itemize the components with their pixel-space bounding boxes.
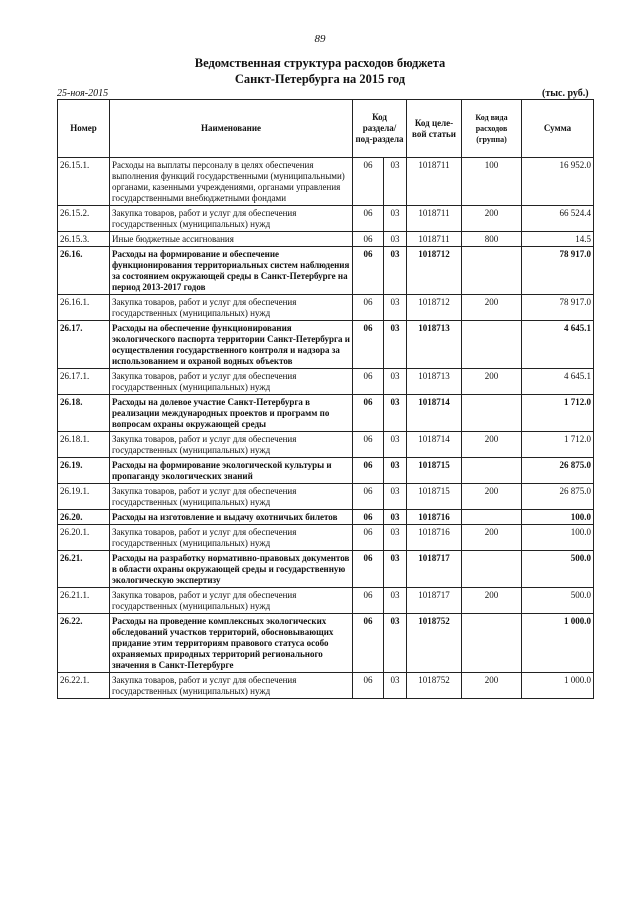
row-subsection: 03 xyxy=(384,206,407,232)
title-line-2: Санкт-Петербурга на 2015 год xyxy=(234,72,406,86)
row-expense-group: 800 xyxy=(462,232,522,247)
table-row xyxy=(58,510,594,525)
row-name: Расходы на формирование и обеспечение функционирования территориальных систем наблюдения за состоянием окружающей среды в Санкт-Петербурге на период 2013-2017 годов xyxy=(110,247,353,295)
row-target-code: 1018715 xyxy=(407,458,462,484)
table-row xyxy=(58,525,594,551)
table-row xyxy=(58,614,594,673)
row-subsection: 03 xyxy=(384,525,407,551)
row-name: Расходы на выплаты персоналу в целях обеспечения выполнения функций государственными (муниципальными) органами, казенными учреждениями, органами управления государственными внебюджетными фондами xyxy=(110,158,353,206)
units-label: (тыс. руб.) xyxy=(542,88,589,99)
row-sum: 4 645.1 xyxy=(522,321,594,369)
row-subsection: 03 xyxy=(384,232,407,247)
header-expense-group: Код вида расходов (группа) xyxy=(462,100,522,158)
row-target-code: 1018717 xyxy=(407,551,462,588)
row-target-code: 1018752 xyxy=(407,614,462,673)
row-sum: 1 000.0 xyxy=(522,614,594,673)
row-target-code: 1018714 xyxy=(407,395,462,432)
row-sum: 4 645.1 xyxy=(522,369,594,395)
row-number: 26.19.1. xyxy=(58,484,110,510)
row-name: Расходы на проведение комплексных экологических обследований участков территорий, обосновывающих придание этим территориям правового статуса особо охраняемых природных территорий регионального значения в Санкт-Петербурге xyxy=(110,614,353,673)
table-row xyxy=(58,673,594,699)
row-name: Расходы на долевое участие Санкт-Петербурга в реализации международных проектов и программ по вопросам охраны окружающей среды xyxy=(110,395,353,432)
row-subsection: 03 xyxy=(384,458,407,484)
row-subsection: 03 xyxy=(384,551,407,588)
row-section: 06 xyxy=(353,614,384,673)
row-number: 26.22.1. xyxy=(58,673,110,699)
row-expense-group xyxy=(462,614,522,673)
header-number: Номер xyxy=(58,100,110,158)
row-expense-group xyxy=(462,551,522,588)
row-target-code: 1018717 xyxy=(407,588,462,614)
row-section: 06 xyxy=(353,525,384,551)
row-subsection: 03 xyxy=(384,673,407,699)
row-name: Закупка товаров, работ и услуг для обеспечения государственных (муниципальных) нужд xyxy=(110,525,353,551)
row-number: 26.20. xyxy=(58,510,110,525)
row-section: 06 xyxy=(353,510,384,525)
page-number: 89 xyxy=(314,33,326,45)
row-name: Расходы на обеспечение функционирования экологического паспорта территории Санкт-Петербурга и осуществления государственного контроля и надзора за использованием и охраной водных объектов xyxy=(110,321,353,369)
budget-table xyxy=(57,99,594,699)
row-section: 06 xyxy=(353,247,384,295)
table-header-row xyxy=(58,100,594,158)
row-sum: 500.0 xyxy=(522,588,594,614)
row-section: 06 xyxy=(353,369,384,395)
row-sum: 500.0 xyxy=(522,551,594,588)
row-expense-group: 100 xyxy=(462,158,522,206)
row-name: Закупка товаров, работ и услуг для обеспечения государственных (муниципальных) нужд xyxy=(110,484,353,510)
row-subsection: 03 xyxy=(384,510,407,525)
row-number: 26.19. xyxy=(58,458,110,484)
row-expense-group: 200 xyxy=(462,432,522,458)
row-number: 26.15.1. xyxy=(58,158,110,206)
row-target-code: 1018752 xyxy=(407,673,462,699)
row-expense-group: 200 xyxy=(462,484,522,510)
table-row xyxy=(58,551,594,588)
row-section: 06 xyxy=(353,432,384,458)
row-section: 06 xyxy=(353,458,384,484)
row-sum: 66 524.4 xyxy=(522,206,594,232)
row-expense-group: 200 xyxy=(462,525,522,551)
row-expense-group xyxy=(462,510,522,525)
row-name: Расходы на изготовление и выдачу охотничьих билетов xyxy=(110,510,353,525)
row-subsection: 03 xyxy=(384,158,407,206)
table-row xyxy=(58,158,594,206)
row-sum: 78 917.0 xyxy=(522,295,594,321)
row-target-code: 1018713 xyxy=(407,369,462,395)
table-row xyxy=(58,484,594,510)
table-row xyxy=(58,232,594,247)
table-row xyxy=(58,321,594,369)
row-subsection: 03 xyxy=(384,588,407,614)
row-target-code: 1018716 xyxy=(407,525,462,551)
row-sum: 100.0 xyxy=(522,525,594,551)
row-sum: 16 952.0 xyxy=(522,158,594,206)
row-sum: 26 875.0 xyxy=(522,458,594,484)
row-expense-group xyxy=(462,395,522,432)
document-title xyxy=(0,55,640,87)
row-sum: 1 000.0 xyxy=(522,673,594,699)
row-subsection: 03 xyxy=(384,432,407,458)
row-number: 26.16. xyxy=(58,247,110,295)
row-name: Закупка товаров, работ и услуг для обеспечения государственных (муниципальных) нужд xyxy=(110,432,353,458)
table-row xyxy=(58,432,594,458)
row-number: 26.21. xyxy=(58,551,110,588)
header-section-code: Код раздела/ под-раздела xyxy=(353,100,407,158)
row-expense-group xyxy=(462,247,522,295)
row-number: 26.18.1. xyxy=(58,432,110,458)
row-expense-group: 200 xyxy=(462,369,522,395)
row-sum: 1 712.0 xyxy=(522,432,594,458)
row-section: 06 xyxy=(353,158,384,206)
row-expense-group: 200 xyxy=(462,206,522,232)
row-number: 26.17. xyxy=(58,321,110,369)
row-section: 06 xyxy=(353,484,384,510)
row-subsection: 03 xyxy=(384,247,407,295)
row-number: 26.21.1. xyxy=(58,588,110,614)
row-target-code: 1018711 xyxy=(407,232,462,247)
row-number: 26.22. xyxy=(58,614,110,673)
row-sum: 26 875.0 xyxy=(522,484,594,510)
row-number: 26.18. xyxy=(58,395,110,432)
row-sum: 1 712.0 xyxy=(522,395,594,432)
table-row xyxy=(58,247,594,295)
table-row xyxy=(58,295,594,321)
row-sum: 14.5 xyxy=(522,232,594,247)
row-name: Закупка товаров, работ и услуг для обеспечения государственных (муниципальных) нужд xyxy=(110,369,353,395)
row-name: Расходы на формирование экологической культуры и пропаганду экологических знаний xyxy=(110,458,353,484)
row-subsection: 03 xyxy=(384,321,407,369)
header-sum: Сумма xyxy=(522,100,594,158)
row-target-code: 1018715 xyxy=(407,484,462,510)
row-sum: 78 917.0 xyxy=(522,247,594,295)
row-number: 26.15.3. xyxy=(58,232,110,247)
row-name: Расходы на разработку нормативно-правовых документов в области охраны окружающей среды и государственную экологическую экспертизу xyxy=(110,551,353,588)
document-date: 25-ноя-2015 xyxy=(57,88,109,99)
row-section: 06 xyxy=(353,673,384,699)
row-target-code: 1018712 xyxy=(407,295,462,321)
row-name: Закупка товаров, работ и услуг для обеспечения государственных (муниципальных) нужд xyxy=(110,206,353,232)
row-subsection: 03 xyxy=(384,484,407,510)
row-section: 06 xyxy=(353,395,384,432)
row-target-code: 1018713 xyxy=(407,321,462,369)
table-row xyxy=(58,206,594,232)
header-name: Наименование xyxy=(110,100,353,158)
row-sum: 100.0 xyxy=(522,510,594,525)
row-subsection: 03 xyxy=(384,614,407,673)
table-row xyxy=(58,458,594,484)
row-expense-group: 200 xyxy=(462,673,522,699)
row-target-code: 1018714 xyxy=(407,432,462,458)
row-target-code: 1018712 xyxy=(407,247,462,295)
row-name: Иные бюджетные ассигнования xyxy=(110,232,353,247)
row-section: 06 xyxy=(353,232,384,247)
row-expense-group xyxy=(462,458,522,484)
title-line-1: Ведомственная структура расходов бюджета xyxy=(194,56,446,70)
row-target-code: 1018711 xyxy=(407,158,462,206)
row-expense-group xyxy=(462,321,522,369)
row-name: Закупка товаров, работ и услуг для обеспечения государственных (муниципальных) нужд xyxy=(110,588,353,614)
row-target-code: 1018711 xyxy=(407,206,462,232)
row-expense-group: 200 xyxy=(462,588,522,614)
row-section: 06 xyxy=(353,295,384,321)
table-row xyxy=(58,588,594,614)
row-subsection: 03 xyxy=(384,395,407,432)
row-section: 06 xyxy=(353,206,384,232)
row-number: 26.15.2. xyxy=(58,206,110,232)
row-number: 26.20.1. xyxy=(58,525,110,551)
table-row xyxy=(58,369,594,395)
row-section: 06 xyxy=(353,551,384,588)
row-number: 26.17.1. xyxy=(58,369,110,395)
row-target-code: 1018716 xyxy=(407,510,462,525)
row-name: Закупка товаров, работ и услуг для обеспечения государственных (муниципальных) нужд xyxy=(110,295,353,321)
table-row xyxy=(58,395,594,432)
row-subsection: 03 xyxy=(384,369,407,395)
row-number: 26.16.1. xyxy=(58,295,110,321)
row-section: 06 xyxy=(353,321,384,369)
row-expense-group: 200 xyxy=(462,295,522,321)
row-subsection: 03 xyxy=(384,295,407,321)
row-section: 06 xyxy=(353,588,384,614)
row-name: Закупка товаров, работ и услуг для обеспечения государственных (муниципальных) нужд xyxy=(110,673,353,699)
header-target-code: Код целе-вой статьи xyxy=(407,100,462,158)
